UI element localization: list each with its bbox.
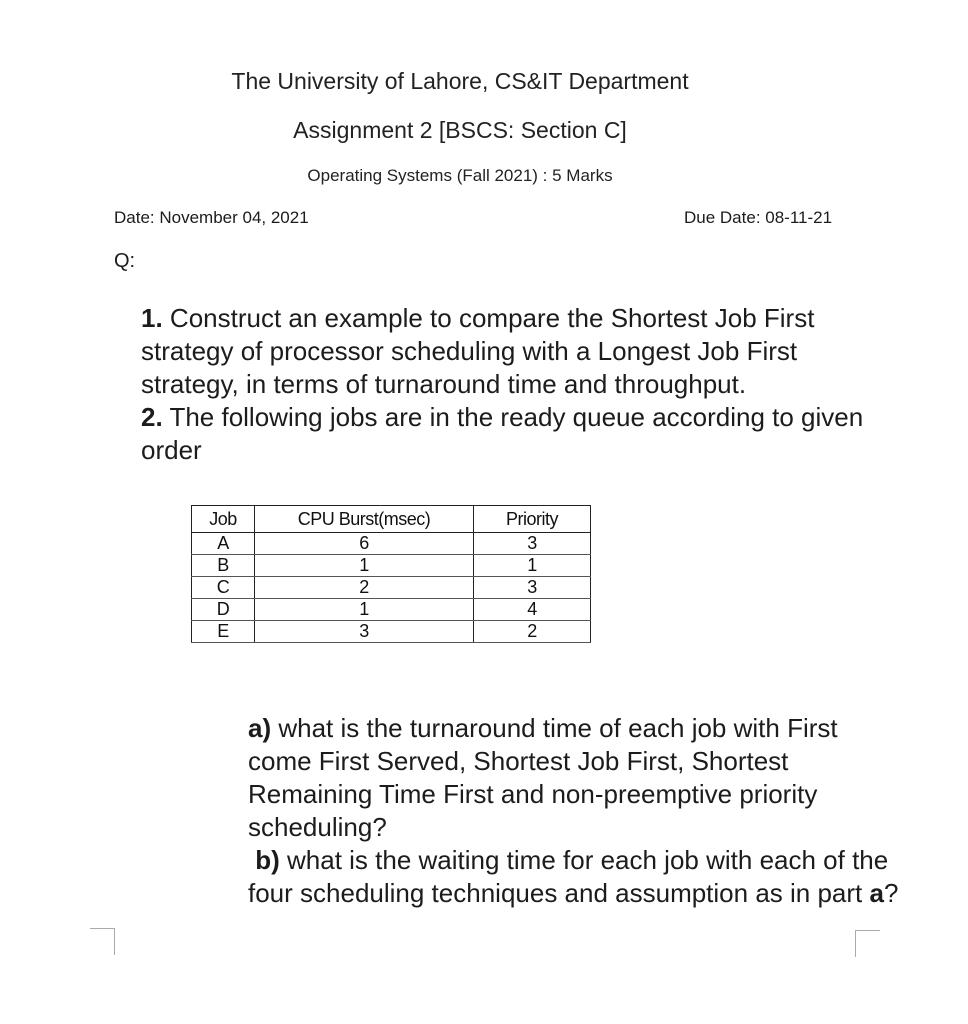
course-line: Operating Systems (Fall 2021) : 5 Marks xyxy=(307,166,613,185)
cell-priority: 2 xyxy=(474,621,591,643)
question-text: Construct an example to compare the Shortest Job First strategy of processor scheduling with a Longest Job First strategy, in terms of turnaround time and throughput. xyxy=(141,303,815,399)
cell-priority: 3 xyxy=(474,577,591,599)
table-row xyxy=(192,577,591,599)
question-number: 2. xyxy=(141,402,163,432)
cell-job: B xyxy=(192,555,255,577)
cell-job: C xyxy=(192,577,255,599)
cell-job: A xyxy=(192,533,255,555)
part-end: ? xyxy=(883,878,899,908)
due-date: Due Date: 08-11-21 xyxy=(684,208,833,227)
question-1 xyxy=(141,302,901,401)
question-list xyxy=(141,302,901,467)
university-title: The University of Lahore, CS&IT Department xyxy=(231,68,689,94)
assignment-title: Assignment 2 [BSCS: Section C] xyxy=(293,117,627,143)
cell-priority: 4 xyxy=(474,599,591,621)
cell-job: E xyxy=(192,621,255,643)
question-number: 1. xyxy=(141,303,163,333)
table-row xyxy=(192,621,591,643)
cell-burst: 3 xyxy=(255,621,474,643)
part-text: what is the waiting time for each job with each of the four scheduling techniques and assumption as in part xyxy=(248,845,889,908)
cell-burst: 6 xyxy=(255,533,474,555)
header-priority: Priority xyxy=(474,506,591,533)
part-a xyxy=(248,712,908,844)
cell-burst: 1 xyxy=(255,599,474,621)
header-cpu-burst: CPU Burst(msec) xyxy=(255,506,474,533)
part-label: b) xyxy=(255,845,280,875)
page-corner-mark-right xyxy=(855,930,880,957)
question-2 xyxy=(141,401,901,467)
table-row xyxy=(192,533,591,555)
cell-job: D xyxy=(192,599,255,621)
part-b xyxy=(248,844,908,910)
header-job: Job xyxy=(192,506,255,533)
cell-burst: 1 xyxy=(255,555,474,577)
cell-burst: 2 xyxy=(255,577,474,599)
question-text: The following jobs are in the ready queue according to given order xyxy=(141,402,864,465)
part-text: what is the turnaround time of each job with First come First Served, Shortest Job First, Shortest Remaining Time First and non-preemptive priority scheduling? xyxy=(248,713,838,842)
table-header-row xyxy=(192,506,591,533)
part-reference: a xyxy=(869,878,884,908)
page-corner-mark-left xyxy=(90,928,115,955)
cell-priority: 3 xyxy=(474,533,591,555)
part-label: a) xyxy=(248,713,272,743)
table-row xyxy=(192,599,591,621)
cell-priority: 1 xyxy=(474,555,591,577)
issue-date: Date: November 04, 2021 xyxy=(114,208,309,227)
jobs-table xyxy=(191,505,591,643)
question-label: Q: xyxy=(114,250,136,272)
sub-question-list xyxy=(248,712,908,910)
table-row xyxy=(192,555,591,577)
